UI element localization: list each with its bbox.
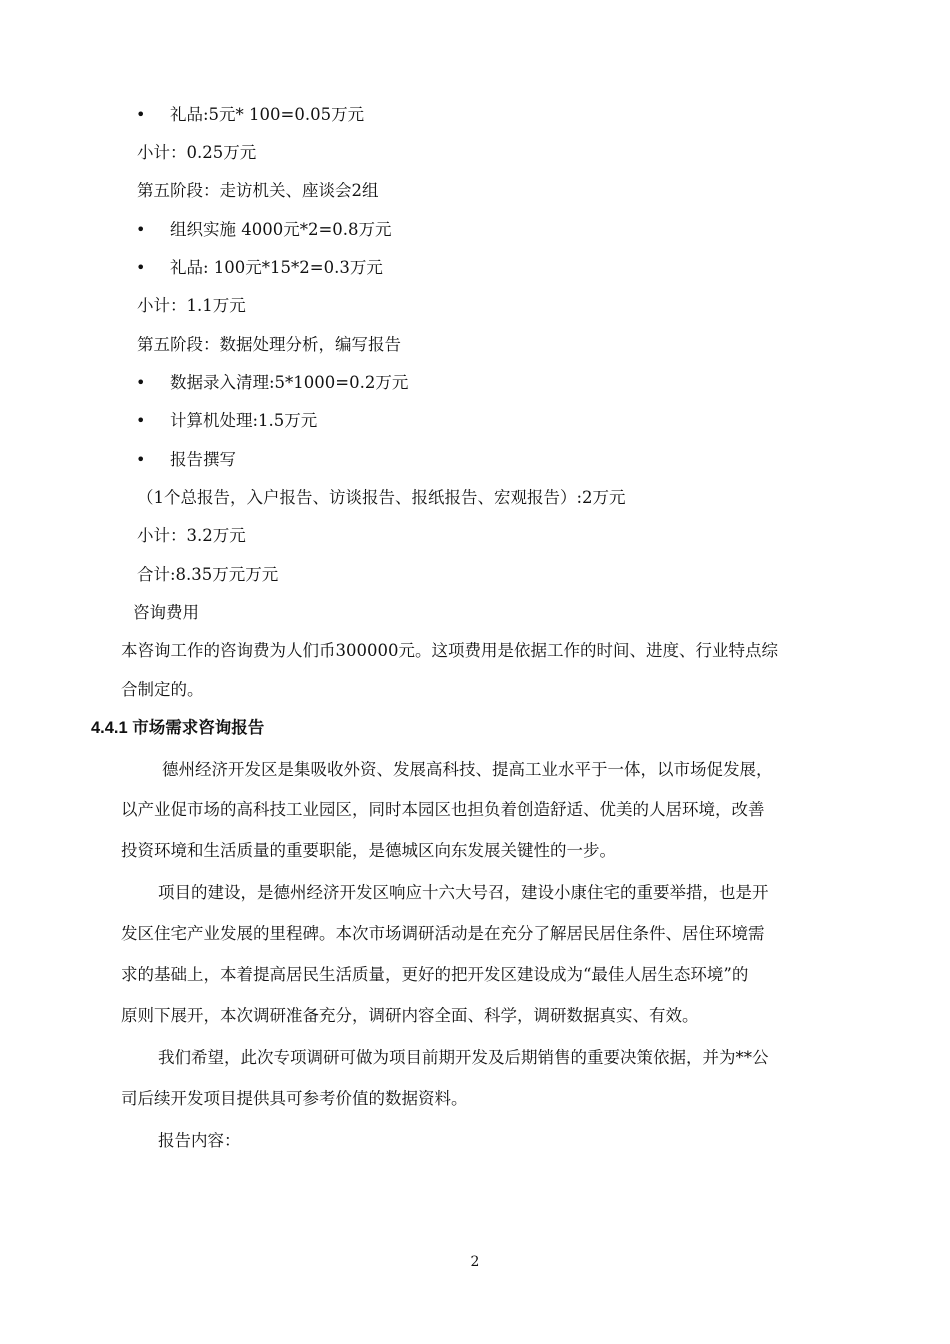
page-number: 2 bbox=[470, 1254, 480, 1270]
bullet-icon: • bbox=[136, 220, 146, 239]
budget-item: 计算机处理:1.5万元 bbox=[170, 411, 318, 430]
bullet-icon: • bbox=[136, 258, 146, 277]
budget-item: 礼品: 100元*15*2=0.3万元 bbox=[170, 258, 383, 277]
budget-subtotal: 小计：1.1万元 bbox=[137, 296, 246, 315]
bullet-icon: • bbox=[136, 373, 146, 392]
consulting-text-line: 合制定的。 bbox=[121, 680, 204, 699]
paragraph-line: 发区住宅产业发展的里程碑。本次市场调研活动是在充分了解居民居住条件、居住环境需 bbox=[121, 924, 765, 943]
paragraph-line: 司后续开发项目提供具可参考价值的数据资料。 bbox=[121, 1089, 468, 1108]
paragraph-line: 以产业促市场的高科技工业园区，同时本园区也担负着创造舒适、优美的人居环境，改善 bbox=[121, 800, 765, 819]
budget-item-gift: 礼品:5元* 100=0.05万元 bbox=[170, 105, 365, 124]
paragraph-line: 原则下展开，本次调研准备充分，调研内容全面、科学，调研数据真实、有效。 bbox=[121, 1006, 699, 1025]
budget-subtotal: 小计：0.25万元 bbox=[137, 143, 257, 162]
bullet-icon: • bbox=[136, 411, 146, 430]
bullet-icon: • bbox=[136, 450, 146, 469]
paragraph-line: 投资环境和生活质量的重要职能，是德城区向东发展关键性的一步。 bbox=[121, 841, 616, 860]
paragraph-line: 求的基础上，本着提高居民生活质量，更好的把开发区建设成为“最佳人居生态环境”的 bbox=[121, 965, 749, 984]
consulting-title: 咨询费用 bbox=[133, 603, 199, 622]
report-detail: （1个总报告，入户报告、访谈报告、报纸报告、宏观报告）:2万元 bbox=[137, 488, 626, 507]
budget-total: 合计:8.35万元万元 bbox=[137, 565, 279, 584]
budget-item: 数据录入清理:5*1000=0.2万元 bbox=[170, 373, 409, 392]
paragraph-line: 德州经济开发区是集吸收外资、发展高科技、提高工业水平于一体，以市场促发展， bbox=[162, 760, 773, 779]
bullet-icon: • bbox=[136, 105, 146, 124]
paragraph-line: 我们希望，此次专项调研可做为项目前期开发及后期销售的重要决策依据，并为**公 bbox=[158, 1048, 769, 1067]
section-heading: 4.4.1 市场需求咨询报告 bbox=[91, 719, 265, 737]
budget-subtotal: 小计：3.2万元 bbox=[137, 526, 246, 545]
budget-item: 组织实施 4000元*2=0.8万元 bbox=[170, 220, 392, 239]
budget-stage-title: 第五阶段：数据处理分析，编写报告 bbox=[137, 335, 401, 354]
consulting-text-line: 本咨询工作的咨询费为人们币300000元。这项费用是依据工作的时间、进度、行业特点综 bbox=[121, 641, 778, 660]
paragraph-line: 项目的建设，是德州经济开发区响应十六大号召，建设小康住宅的重要举措，也是开 bbox=[158, 883, 769, 902]
budget-item: 报告撰写 bbox=[170, 450, 236, 469]
budget-stage-title: 第五阶段：走访机关、座谈会2组 bbox=[137, 181, 379, 200]
paragraph-line: 报告内容： bbox=[158, 1131, 241, 1150]
